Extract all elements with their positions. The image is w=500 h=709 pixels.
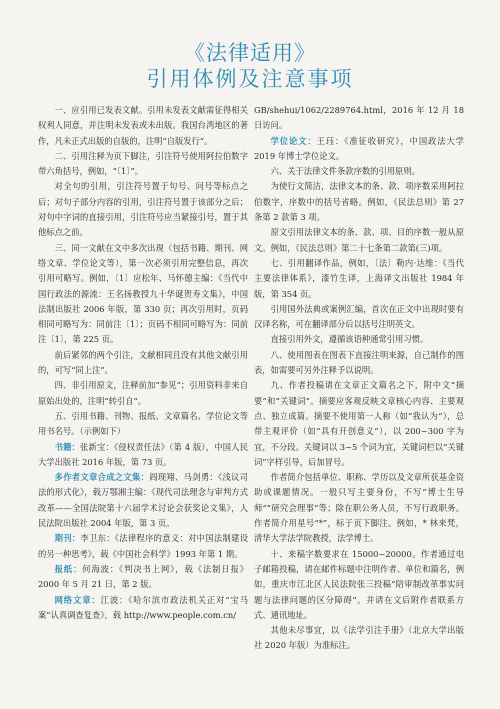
paragraph-text: 八、使用图表在图表下直接注明来源，自己制作的图表，如需要可另外注释予以说明。 <box>254 349 464 376</box>
paragraph-text: GB/shehui/1062/2289764.html，2016 年 12 月 18 日访问。 <box>254 105 464 131</box>
paragraph-text: 前后紧邻的两个引注，文献相同且没有其他文献引用的，可写“同上注”。 <box>38 349 248 376</box>
paragraph <box>254 378 464 470</box>
example-label: 书籍： <box>54 441 81 452</box>
paragraph <box>38 149 248 180</box>
paragraph <box>254 256 464 302</box>
citation-example <box>38 531 248 562</box>
example-label: 网络文章： <box>54 594 101 605</box>
paragraph-text: 七、引用翻译作品，例如，〔法〕勒内·达维：《当代主要法律体系》，漆竹生译，上海译文出版社 1984 年版，第 354 页。 <box>254 257 464 299</box>
right-column <box>254 103 464 654</box>
citation-example <box>38 440 248 471</box>
paragraph-text: 十、来稿字数要求在 15000~20000。作者通过电子邮箱投稿，请在邮件标题中注明作者、单位和篇名，例如，重庆市江北区人民法院张三投稿“陪审制改革事实问题与法律问题的区分障碍”。并请在文后附作者联系方式、通讯地址。 <box>254 548 464 620</box>
paragraph <box>38 348 248 379</box>
paragraph-text: 直接引用外文，遵循该语种通常引用习惯。 <box>270 334 429 345</box>
page-title: 《法律适用》 <box>184 41 316 65</box>
paragraph-text: 为使行文简洁，法律文本的条、款、项序数采用阿拉伯数字，序数中的括号省略。例如，《民法总则》第 27 条第 2 款第 3 项。 <box>254 181 464 223</box>
page-subtitle: 引用体例及注意事项 <box>146 67 354 91</box>
paragraph-text: 一、应引用已发表文献。引用未发表文献需征得相关权利人同意，并注明未发表或未出版。我国台湾地区的著作，凡未正式出版的自版的，注明“自版发行”。 <box>38 105 248 146</box>
paragraph-text: 四、非引用原文，注释前加“参见”；引用资料非来自原始出处的，注明“转引自”。 <box>38 380 248 406</box>
paragraph-text: 作者简介包括单位、职称、学历以及文章所获基金资助或课题情况。一般只写主要身份，不写“博士生导师”“研究会理事”等；除在职公务人员，不写行政职务。作者简介用星号“*”，标于页下脚注。例如，* 林来梵，清华大学法学院教授，法学博士。 <box>254 472 464 544</box>
paragraph-text: 对全句的引用，引注符号置于句号、问号等标点之后；对句子部分内容的引用，引注符号置于该部分之后；对句中字词的直接引用，引注符号应当紧接引号，置于其他标点之前。 <box>38 181 248 238</box>
paragraph-text: 引用国外法典或案例汇编，首次在正文中出现时要有汉译名称，可在翻译部分后以括号注明英文。 <box>254 303 464 330</box>
paragraph <box>254 179 464 225</box>
left-column <box>38 103 248 623</box>
example-label: 期刊： <box>54 533 81 544</box>
paragraph <box>254 103 464 134</box>
example-label: 学位论文： <box>270 135 317 146</box>
paragraph <box>254 332 464 347</box>
citation-example <box>38 562 248 593</box>
paragraph <box>254 623 464 654</box>
paragraph <box>38 241 248 348</box>
citation-example <box>254 134 464 165</box>
paragraph <box>38 103 248 149</box>
example-label: 多作者文章合成之文集： <box>54 472 150 483</box>
paragraph-text: 六、关于法律文件条款序数的引用原则。 <box>270 166 420 177</box>
paragraph <box>254 302 464 333</box>
paragraph <box>254 470 464 546</box>
paragraph <box>254 164 464 179</box>
citation-example <box>38 470 248 531</box>
paragraph <box>254 348 464 379</box>
paragraph <box>38 179 248 240</box>
paragraph-text: 九、作者投稿请在文章正文篇名之下，附中文“摘要”和“关键词”。摘要应客观反映文章核心内容、主要观点、独立成篇。摘要不使用第一人称（如“我认为”），总带主观评价（如“具有开创意义”），以 200~300 字为宜，不分段。关键词以 3~5 个词为宜，关键词栏以“关键词”字样引导，后加冒号。 <box>254 380 464 467</box>
paragraph <box>254 547 464 623</box>
paragraph-text: 二、引用注释为页下脚注，引注符号使用阿拉伯数字带六角括号，例如，“〔1〕”。 <box>38 150 248 177</box>
paragraph <box>38 378 248 409</box>
paragraph-text: 张新宝：《侵权责任法》（第 4 版），中国人民大学出版社 2016 年版，第 73 页。 <box>38 441 248 467</box>
paragraph <box>254 225 464 256</box>
paragraph-text: 李卫东：《法律程序的意义：对中国法制建设的另一种思考》，载《中国社会科学》1993 年第 1 期。 <box>38 533 248 559</box>
paragraph-text: 王珏：《准征收研究》，中国政法大学 2019 年博士学位论文。 <box>254 135 464 161</box>
paragraph-text: 其他未尽事宜，以《法学引注手册》（北京大学出版社 2020 年版）为准标注。 <box>254 625 464 651</box>
paragraph-text: 五、引用书籍、刊物、报纸、文章篇名、学位论文等用书名号。（示例如下） <box>38 410 248 437</box>
paragraph-text: 江波：《哈尔滨市政法机关正对“宝马案”认真调查复查》，载 http://www.people.com.cn/ <box>38 594 248 620</box>
paragraph <box>38 409 248 440</box>
example-label: 报纸： <box>54 563 83 574</box>
paragraph-text: 原文引用法律文本的条、款、项、目的序数一般从原文。例如，《民法总则》第二十七条第二款第(三)项。 <box>254 227 464 253</box>
citation-example <box>38 593 248 624</box>
paragraph-text: 阎现翔、马剑勇：《浅议司法的形式化》，载万鄂湘主编：《现代司法理念与审判方式改革——全国法院第十六届学术讨论会获奖论文集》，人民法院出版社 2004 年版，第 3 页。 <box>38 472 248 529</box>
paragraph-text: 三、同一文献在文中多次出现（包括书籍、期刊、网络文章、学位论文等），第一次必须引用完整信息，再次引用可略写。例如，〔1〕应松年、马怀德主编：《当代中国行政法的源流：王名扬教授九十华诞贺寿文集》，中国法制出版社 2006 年版，第 330 页；再次引用时，页码相同可略写为：同前注〔1〕；页码不相同可略写为：同前注〔1〕，第 225 页。 <box>38 242 248 345</box>
paragraph-text: 何海波：《判决书上网》，载《法制日报》2000 年 5 月 21 日，第 2 版。 <box>38 563 248 590</box>
